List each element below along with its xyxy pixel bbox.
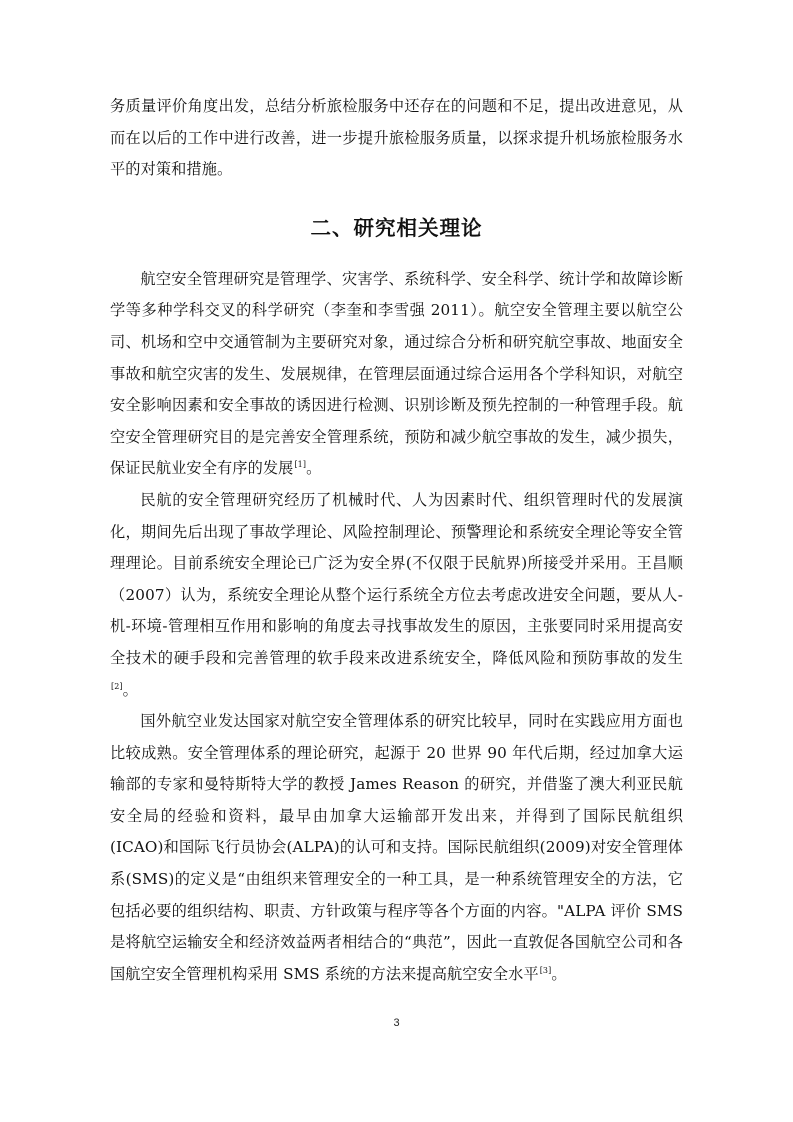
citation-3: [3] (539, 965, 552, 975)
intro-paragraph (110, 91, 683, 186)
citation-2: [2] (111, 681, 123, 691)
document-body (110, 91, 683, 990)
page-number: 3 (393, 1017, 400, 1029)
paragraph-2-text: 民航的安全管理研究经历了机械时代、人为因素时代、组织管理时代的发展演化，期间先后出现了事故学理论、风险控制理论、预警理论和系统安全理论等安全管理理论。目前系统安全理论已广泛为安全界(不仅限于民航界)所接受并采用。王昌顺（2007）认为，系统安全理论从整个运行系统全方位去考虑改进安全问题，要从人-机-环境-管理相互作用和影响的角度去寻找事故发生的原因，主张要同时采用提高安全技术的硬手段和完善管理的软手段来改进系统安全，降低风险和预防事故的发生 (110, 490, 683, 667)
paragraph-3-end: 。 (551, 964, 567, 983)
paragraph-3-text: 国外航空业发达国家对航空安全管理体系的研究比较早，同时在实践应用方面也比较成熟。安全管理体系的理论研究，起源于 20 世界 90 年代后期，经过加拿大运输部的专家和曼特斯特大学的教授 James Reason 的研究，并借鉴了澳大利亚民航安全局的经验和资料，最早由加拿大运输部开发出来，并得到了国际民航组织(ICAO)和国际飞行员协会(ALPA)的认可和支持。国际民航组织(2009)对安全管理体系(SMS)的定义是“由组织来管理安全的一种工具，是一种系统管理安全的方法，它包括必要的组织结构、职责、方针政策与程序等各个方面的内容。"ALPA 评价 SMS 是将航空运输安全和经济效益两者相结合的“典范”，因此一直敦促各国航空公司和各国航空安全管理机构采用 SMS 系统的方法来提高航空安全水平 (110, 712, 683, 983)
intro-text: 务质量评价角度出发，总结分析旅检服务中还存在的问题和不足，提出改进意见，从而在以后的工作中进行改善，进一步提升旅检服务质量，以探求提升机场旅检服务水平的对策和措施。 (110, 97, 683, 179)
citation-1: [1] (294, 460, 307, 470)
paragraph-1-text: 航空安全管理研究是管理学、灾害学、系统科学、安全科学、统计学和故障诊断学等多种学科交叉的科学研究（李奎和李雪强 2011）。航空安全管理主要以航空公司、机场和空中交通管制为主要研究对象，通过综合分析和研究航空事故、地面安全事故和航空灾害的发生、发展规律，在管理层面通过综合运用各个学科知识，对航空安全影响因素和安全事故的诱因进行检测、识别诊断及预先控制的一种管理手段。航空安全管理研究目的是完善安全管理系统，预防和减少航空事故的发生，减少损失，保证民航业安全有序的发展 (110, 269, 683, 478)
paragraph-1-end: 。 (306, 459, 322, 478)
body-paragraph-2 (110, 485, 683, 706)
body-paragraph-1 (110, 264, 683, 485)
section-heading: 二、研究相关理论 (310, 215, 483, 240)
paragraph-2-end: 。 (122, 680, 138, 699)
body-paragraph-3 (110, 706, 683, 990)
